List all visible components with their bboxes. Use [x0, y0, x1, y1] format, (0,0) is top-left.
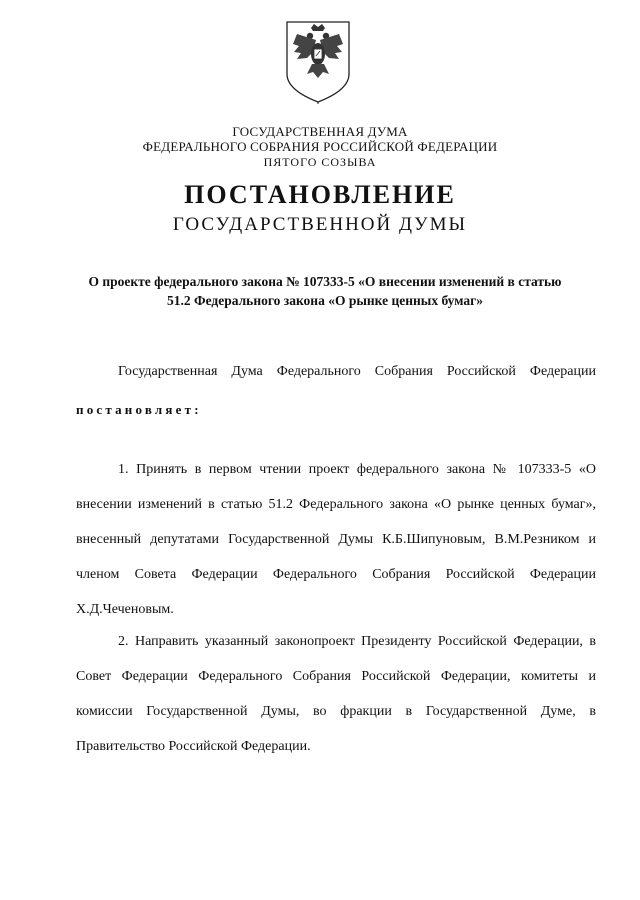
coat-of-arms-emblem: [283, 18, 353, 104]
document-issuer: ГОСУДАРСТВЕННОЙ ДУМЫ: [172, 214, 468, 235]
resolves-word: постановляет:: [76, 402, 202, 417]
resolution-item-1: 1. Принять в первом чтении проект федерального закона № 107333-5 «О внесении изменений в статью 51.2 Федерального закона «О рынке ценных бумаг», внесенный депутатами Государственной Думы К.Б.Шипуновым, В.М.Резником и членом Совета Федерации Федерального Собрания Российской Федерации Х.Д.Чеченовым.: [76, 462, 596, 617]
org-line-1: ГОСУДАРСТВЕННАЯ ДУМА: [232, 124, 408, 139]
document-subject: О проекте федерального закона № 107333-5 «О внесении изменений в статью 51.2 Федерального закона «О рынке ценных бумаг»: [88, 274, 562, 308]
resolution-item-2: 2. Направить указанный законопроект Президенту Российской Федерации, в Совет Федерации Федерального Собрания Российской Федерации, комитеты и комиссии Государственной Думы, во фракции в Государственной Думе, в Правительство Российской Федерации.: [76, 634, 596, 754]
document-type-title: ПОСТАНОВЛЕНИЕ: [184, 180, 456, 209]
org-line-2: ФЕДЕРАЛЬНОГО СОБРАНИЯ РОССИЙСКОЙ ФЕДЕРАЦИИ: [142, 139, 498, 154]
intro-paragraph: Государственная Дума Федерального Собрания Российской Федерации: [118, 364, 596, 379]
convocation-line: ПЯТОГО СОЗЫВА: [263, 155, 377, 169]
double-headed-eagle-icon: [283, 18, 353, 104]
